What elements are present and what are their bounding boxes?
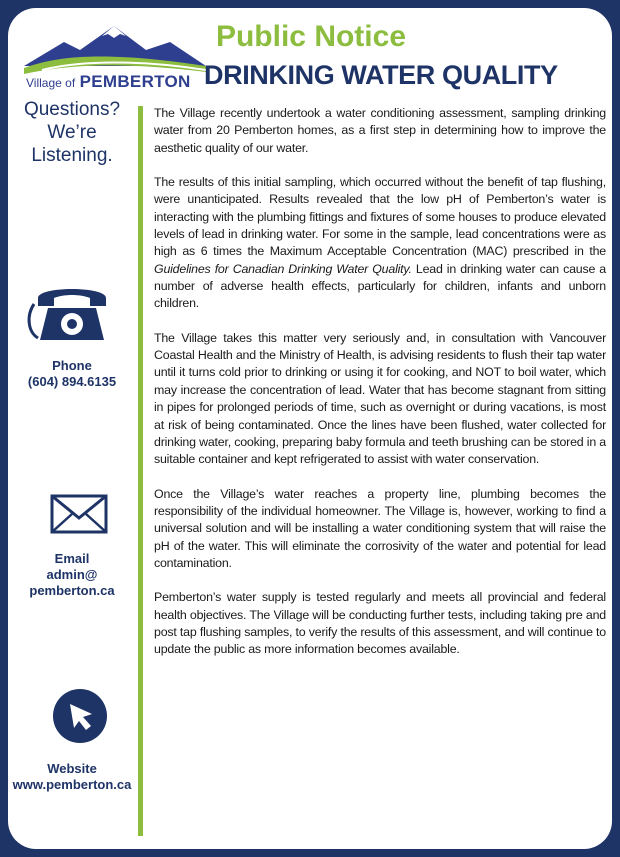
paragraph-assessment: The Village recently undertook a water conditioning assessment, sampling drinking water from 20 Pemberton homes, as a first step in determining how to improve the aesthetic quality of our water. — [154, 106, 606, 155]
logo-village-of: Village of — [26, 76, 76, 90]
website-contact — [8, 761, 136, 793]
email-icon-box — [8, 494, 136, 539]
logo-wordmark — [26, 72, 191, 92]
paragraph-results — [154, 174, 606, 313]
phone-number[interactable]: (604) 894.6135 — [27, 374, 117, 389]
village-logo — [22, 22, 208, 92]
questions-line-2: We’re — [47, 122, 97, 143]
envelope-icon — [8, 494, 136, 534]
email-label: Email — [54, 551, 90, 566]
phone-label: Phone — [52, 358, 92, 373]
notice-card — [8, 8, 612, 849]
paragraph-results-text-b: Lead in drinking water can cause a number of adverse health effects, particularly for children, infants and unborn children. — [154, 261, 606, 311]
cursor-arrow-icon — [8, 688, 136, 744]
paragraph-testing: Pemberton’s water supply is tested regularly and meets all provincial and federal health objectives. The Village will be conducting further tests, including taking pre and post tap flushing samples, to verify the results of this assessment, and will continue to update the public as more information becomes available. — [154, 590, 606, 657]
email-address-part-2[interactable]: pemberton.ca — [29, 583, 115, 598]
questions-heading — [8, 98, 136, 167]
telephone-icon — [8, 276, 136, 346]
paragraph-advisory: The Village takes this matter very seriously and, in consultation with Vancouver Coastal Health and the Ministry of Health, is advising residents to flush their tap water until it turns cold prior to drinking or using it for cooking, and NOT to boil water, which may increase the concentration of lead. Water that has become stagnant from sitting in pipes for prolonged periods of time, such as overnight or during vacations, is most at risk of being contaminated. Once the lines have been flushed, water collected for drinking water, cooking, preparing baby formula and teeth brushing can be stored in a suitable container and kept refrigerated to assist with water conservation. — [154, 330, 606, 467]
public-notice-title: Public Notice — [215, 20, 407, 53]
guidelines-reference: Guidelines for Canadian Drinking Water Quality. — [154, 261, 412, 276]
website-icon-box — [8, 688, 136, 749]
mountain-logo-icon — [22, 22, 208, 74]
contact-sidebar — [8, 98, 136, 838]
email-address-part-1[interactable]: admin@ — [46, 567, 98, 582]
paragraph-responsibility: Once the Village’s water reaches a property line, plumbing becomes the responsibility of the individual homeowner. The Village is, however, working to find a universal solution and will be installing a water conditioning system that will raise the pH of the water. This will eliminate the corrosivity of the water and potential for lead contamination. — [154, 486, 606, 570]
notice-body — [154, 105, 606, 676]
email-contact — [8, 551, 136, 599]
website-label: Website — [47, 761, 97, 776]
website-url[interactable]: www.pemberton.ca — [12, 777, 132, 792]
drinking-water-quality-title: DRINKING WATER QUALITY — [204, 60, 558, 90]
green-divider — [138, 106, 143, 836]
phone-icon-box — [8, 276, 136, 351]
paragraph-results-text-a: The results of this initial sampling, which occurred without the benefit of tap flushing, were unanticipated. Results revealed that the low pH of Pemberton’s water is interacting with the plumbing fittings and fixtures of some houses to produce elevated levels of lead in drinking water. For some in the sample, lead concentrations were as high as 6 times the Maximum Acceptable Concentration (MAC) prescribed in the — [154, 175, 606, 259]
phone-contact — [8, 358, 136, 390]
questions-line-1: Questions? — [23, 99, 121, 120]
logo-pemberton: PEMBERTON — [79, 72, 191, 91]
questions-line-3: Listening. — [31, 145, 113, 166]
